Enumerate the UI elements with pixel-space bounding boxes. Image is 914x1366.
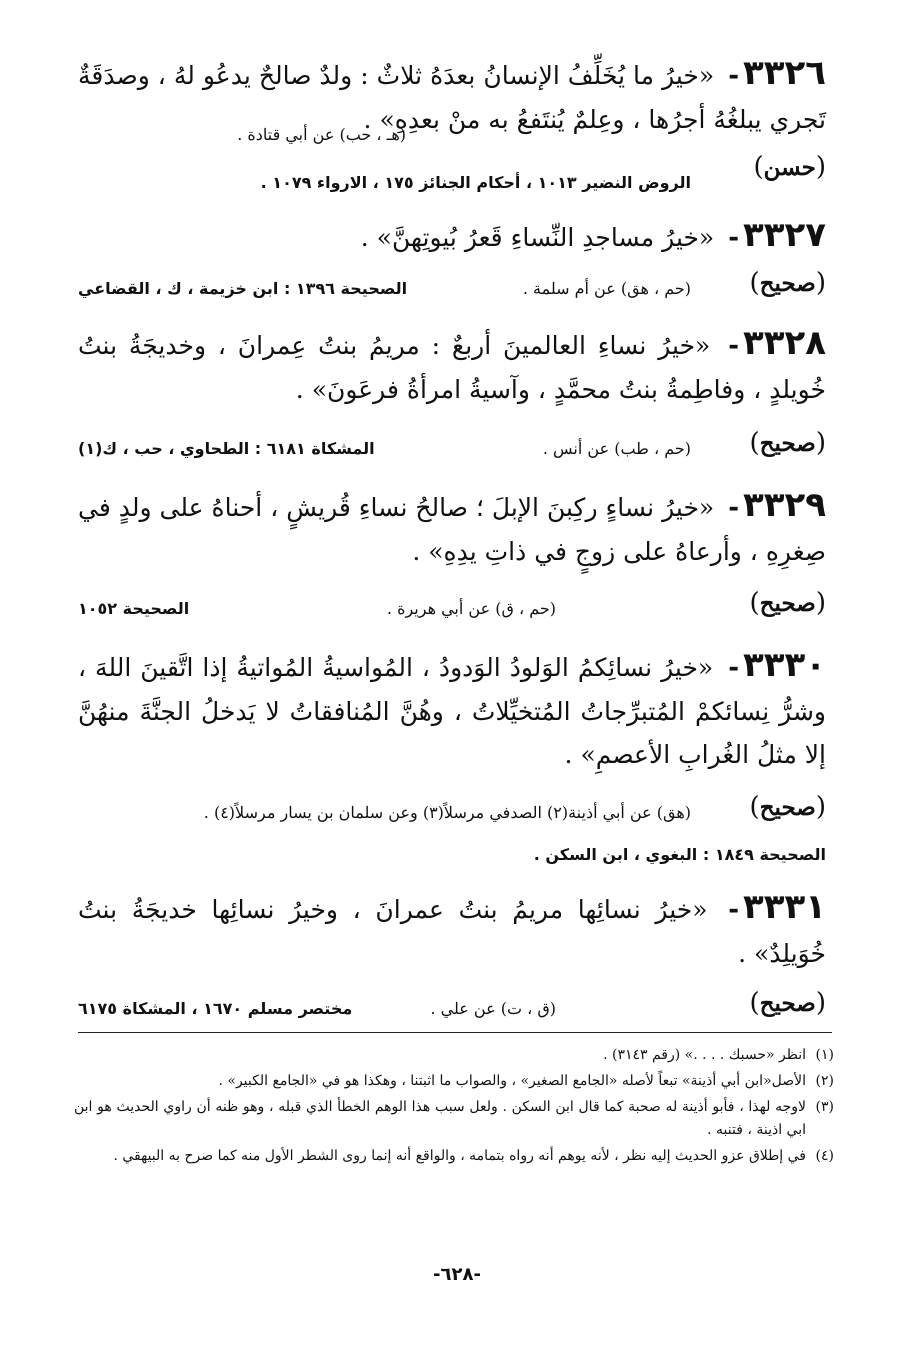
hadith-body: «خيرُ مساجدِ النِّساءِ قَعرُ بُيوتِهنَّ» . xyxy=(360,223,715,252)
hadith-number: ٣٣٣٠ xyxy=(742,645,826,685)
footnote-text: الأصل«ابن أبي أذينة» تبعاً لأصله «الجامع الصغير» ، والصواب ما اثبتنا ، وهكذا هو في «الجامع الكبير» . xyxy=(218,1073,806,1089)
grade-label: ( صحيح ) xyxy=(750,794,826,821)
grade-label: ( صحيح ) xyxy=(750,430,826,457)
hadith-sources: (ق ، ت) عن علي . xyxy=(430,999,556,1018)
hadith-entry xyxy=(78,214,826,260)
hadith-dash: - xyxy=(728,653,739,683)
footnote xyxy=(74,1096,834,1142)
hadith-text xyxy=(78,214,826,260)
hadith-number: ٣٣٣١ xyxy=(743,887,827,927)
footnote-number: (٤) xyxy=(815,1148,834,1164)
hadith-number: ٣٣٢٧ xyxy=(742,215,826,255)
hadith-references: مختصر مسلم ١٦٧٠ ، المشكاة ٦١٧٥ xyxy=(78,999,353,1018)
hadith-entry xyxy=(78,322,826,411)
hadith-text xyxy=(78,644,826,776)
hadith-text xyxy=(78,886,826,975)
hadith-sources: (حم ، طب) عن أنس . xyxy=(542,439,691,458)
hadith-entry xyxy=(78,644,826,776)
footnote-number: (٢) xyxy=(815,1073,834,1089)
hadith-number: ٣٣٢٦ xyxy=(742,53,826,93)
hadith-references: الروض النضير ١٠١٣ ، أحكام الجنائز ١٧٥ ، الارواء ١٠٧٩ . xyxy=(260,173,691,192)
footnote xyxy=(74,1044,834,1067)
footnote-number: (١) xyxy=(815,1047,834,1063)
hadith-body: «خيرُ ما يُخَلِّفُ الإنسانُ بعدَهُ ثلاثٌ : ولدٌ صالحٌ يدعُو لهُ ، وصدَقَةٌ تَجري يبلغُهُ أجرُها ، وعِلمٌ يُنتَفعُ به منْ بعدِهِ» . xyxy=(78,61,826,134)
footnote-text: انظر «حسبك . . . .» (رقم ٣١٤٣) . xyxy=(603,1047,806,1063)
hadith-dash: - xyxy=(728,331,739,361)
footnotes xyxy=(74,1044,834,1171)
footnote-number: (٣) xyxy=(815,1099,834,1115)
hadith-body: «خيرُ نسائِها مريمُ بنتُ عمرانَ ، وخيرُ نسائِها خديجَةُ بنتُ خُوَيلِدٌ» . xyxy=(78,895,826,968)
hadith-body: «خيرُ نساءٍ ركِبنَ الإبلَ ؛ صالحُ نساءِ قُريشٍ ، أحناهُ على ولدٍ في صِغرِهِ ، وأرعاهُ على زوجٍ في ذاتِ يدِهِ» . xyxy=(78,493,826,566)
footnote-text: لاوجه لهذا ، فأبو أذينة له صحبة كما قال ابن السكن . ولعل سبب هذا الوهم الخطأ الذي قبله ، وهو ظنه أن راوي الحديث هو ابن ابي اذينة ، فتنبه . xyxy=(74,1099,806,1138)
grade-label: ( صحيح ) xyxy=(750,590,826,617)
footnote-divider xyxy=(78,1032,832,1033)
hadith-dash: - xyxy=(728,61,739,91)
footnote-text: في إطلاق عزو الحديث إليه نظر ، لأنه يوهم أنه رواه بتمامه ، والواقع أنه إنما روى الشطر الأول منه كما صرح به البيهقي . xyxy=(113,1148,806,1164)
grade-label: ( حسن ) xyxy=(753,154,826,181)
hadith-references: الصحيحة ١٠٥٢ xyxy=(78,599,190,618)
hadith-dash: - xyxy=(728,895,739,925)
hadith-sources: (حم ، هق) عن أم سلمة . xyxy=(522,279,691,298)
footnote xyxy=(74,1070,834,1093)
hadith-references: المشكاة ٦١٨١ : الطحاوي ، حب ، ك(١) xyxy=(78,439,375,458)
hadith-text xyxy=(78,52,826,141)
hadith-references: الصحيحة ١٣٩٦ : ابن خزيمة ، ك ، القضاعي xyxy=(78,279,408,298)
footnote xyxy=(74,1145,834,1168)
hadith-sources: (حم ، ق) عن أبي هريرة . xyxy=(386,599,556,618)
hadith-text xyxy=(78,484,826,573)
hadith-entry xyxy=(78,886,826,975)
hadith-body: «خيرُ نساءِ العالمينَ أربعٌ : مريمُ بنتُ عِمرانَ ، وخديجَةُ بنتُ خُويلدٍ ، وفاطِمةُ بنتُ محمَّدٍ ، وآسيةُ امرأةُ فرعَونَ» . xyxy=(78,331,826,404)
hadith-entry xyxy=(78,484,826,573)
hadith-entry xyxy=(78,52,826,141)
hadith-number: ٣٣٢٩ xyxy=(742,485,826,525)
hadith-text xyxy=(78,322,826,411)
page-number: -٦٢٨- xyxy=(433,1264,481,1285)
hadith-references: الصحيحة ١٨٤٩ : البغوي ، ابن السكن . xyxy=(533,845,826,864)
hadith-body: «خيرُ نسائِكمُ الوَلودُ الوَدودُ ، المُواسيةُ المُواتيةُ إذا اتَّقينَ اللهَ ، وشرُّ نِسائكمْ المُتبرِّجاتُ المُتخيِّلاتُ ، وهُنَّ المُنافقاتُ لا يَدخلُ الجنَّةَ منهُنَّ إلا مثلُ الغُرابِ الأعصمِ» . xyxy=(78,653,826,769)
hadith-dash: - xyxy=(728,493,739,523)
hadith-sources: (هق) عن أبي أذينة(٢) الصدفي مرسلاً(٣) وعن سلمان بن يسار مرسلاً(٤) . xyxy=(203,803,691,822)
hadith-dash: - xyxy=(728,223,739,253)
hadith-sources: (هـ ، حب) عن أبي قتادة . xyxy=(237,125,406,144)
hadith-number: ٣٣٢٨ xyxy=(742,323,826,363)
grade-label: ( صحيح ) xyxy=(750,270,826,297)
grade-label: ( صحيح ) xyxy=(750,990,826,1017)
